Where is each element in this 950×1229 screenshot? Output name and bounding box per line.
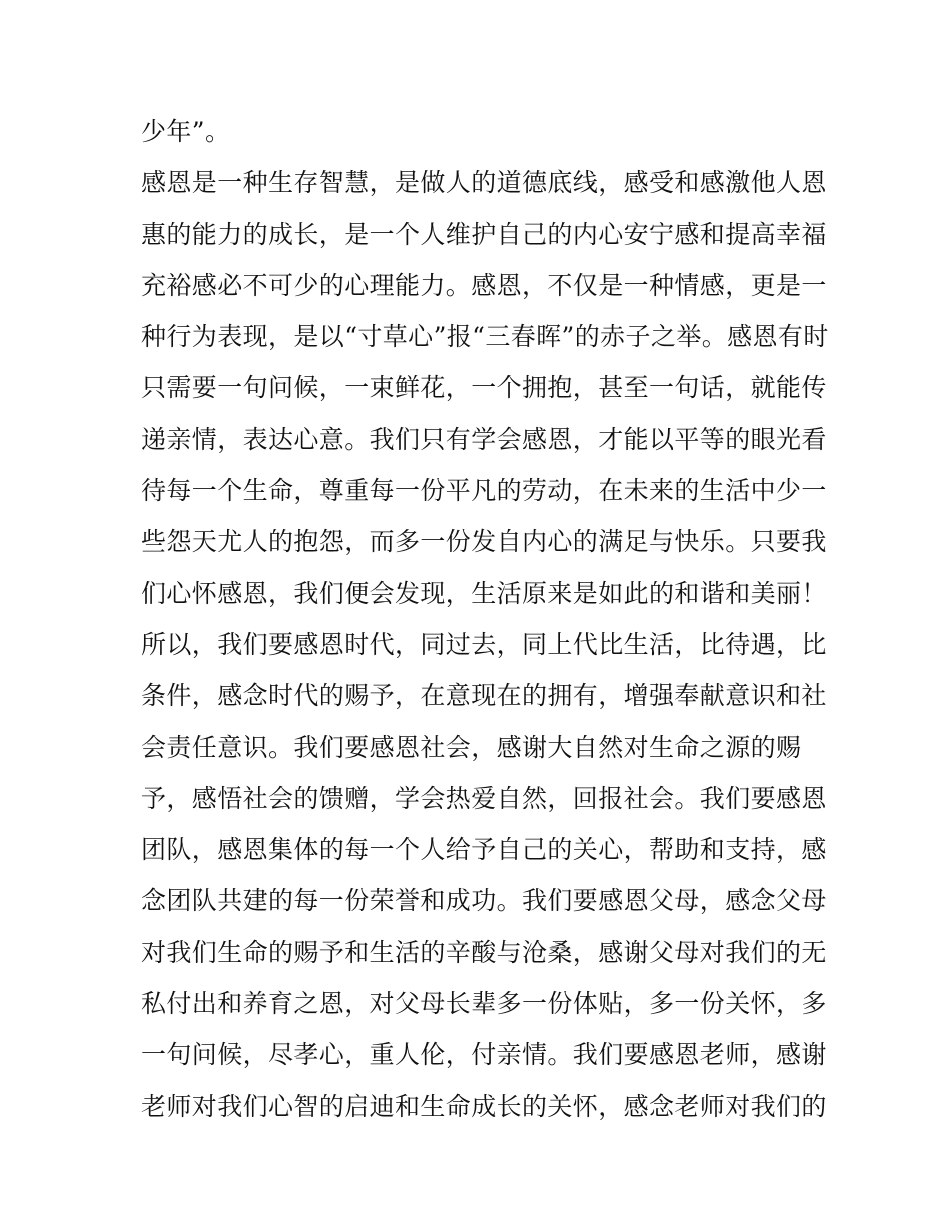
text-line: 念团队共建的每一份荣誉和成功。我们要感恩父母，感念父母	[141, 886, 827, 916]
text-line: 少年”。	[141, 117, 231, 146]
text-line: 条件，感念时代的赐予，在意现在的拥有，增强奉献意识和社	[141, 681, 827, 711]
text-line: 团队，感恩集体的每一个人给予自己的关心，帮助和支持，感	[141, 835, 827, 865]
text-line: 所以，我们要感恩时代，同过去，同上代比生活，比待遇，比	[141, 629, 827, 659]
text-line: 递亲情，表达心意。我们只有学会感恩，才能以平等的眼光看	[141, 424, 827, 454]
text-line: 私付出和养育之恩，对父母长辈多一份体贴，多一份关怀，多	[141, 989, 827, 1019]
text-line: 对我们生命的赐予和生活的辛酸与沧桑，感谢父母对我们的无	[141, 937, 827, 967]
text-line: 会责任意识。我们要感恩社会，感谢大自然对生命之源的赐	[141, 732, 802, 762]
text-line: 只需要一句问候，一束鲜花，一个拥抱，甚至一句话，就能传	[141, 373, 827, 403]
text-line: 感恩是一种生存智慧，是做人的道德底线，感受和感激他人恩	[141, 168, 827, 198]
text-line: 待每一个生命，尊重每一份平凡的劳动，在未来的生活中少一	[141, 476, 827, 506]
text-line: 老师对我们心智的启迪和生命成长的关怀，感念老师对我们的	[141, 1091, 827, 1121]
text-line: 些怨天尤人的抱怨，而多一份发自内心的满足与快乐。只要我	[141, 527, 827, 557]
text-line: 一句问候，尽孝心，重人伦，付亲情。我们要感恩老师，感谢	[141, 1040, 827, 1070]
text-line: 们心怀感恩，我们便会发现，生活原来是如此的和谐和美丽！	[141, 578, 827, 608]
body-text	[141, 106, 829, 1132]
text-line: 种行为表现，是以“寸草心”报“三春晖”的赤子之举。感恩有时	[141, 322, 829, 352]
text-line: 惠的能力的成长，是一个人维护自己的内心安宁感和提高幸福	[141, 219, 827, 249]
text-line: 予，感悟社会的馈赠，学会热爱自然，回报社会。我们要感恩	[141, 783, 827, 813]
text-line: 充裕感必不可少的心理能力。感恩，不仅是一种情感，更是一	[141, 270, 827, 300]
